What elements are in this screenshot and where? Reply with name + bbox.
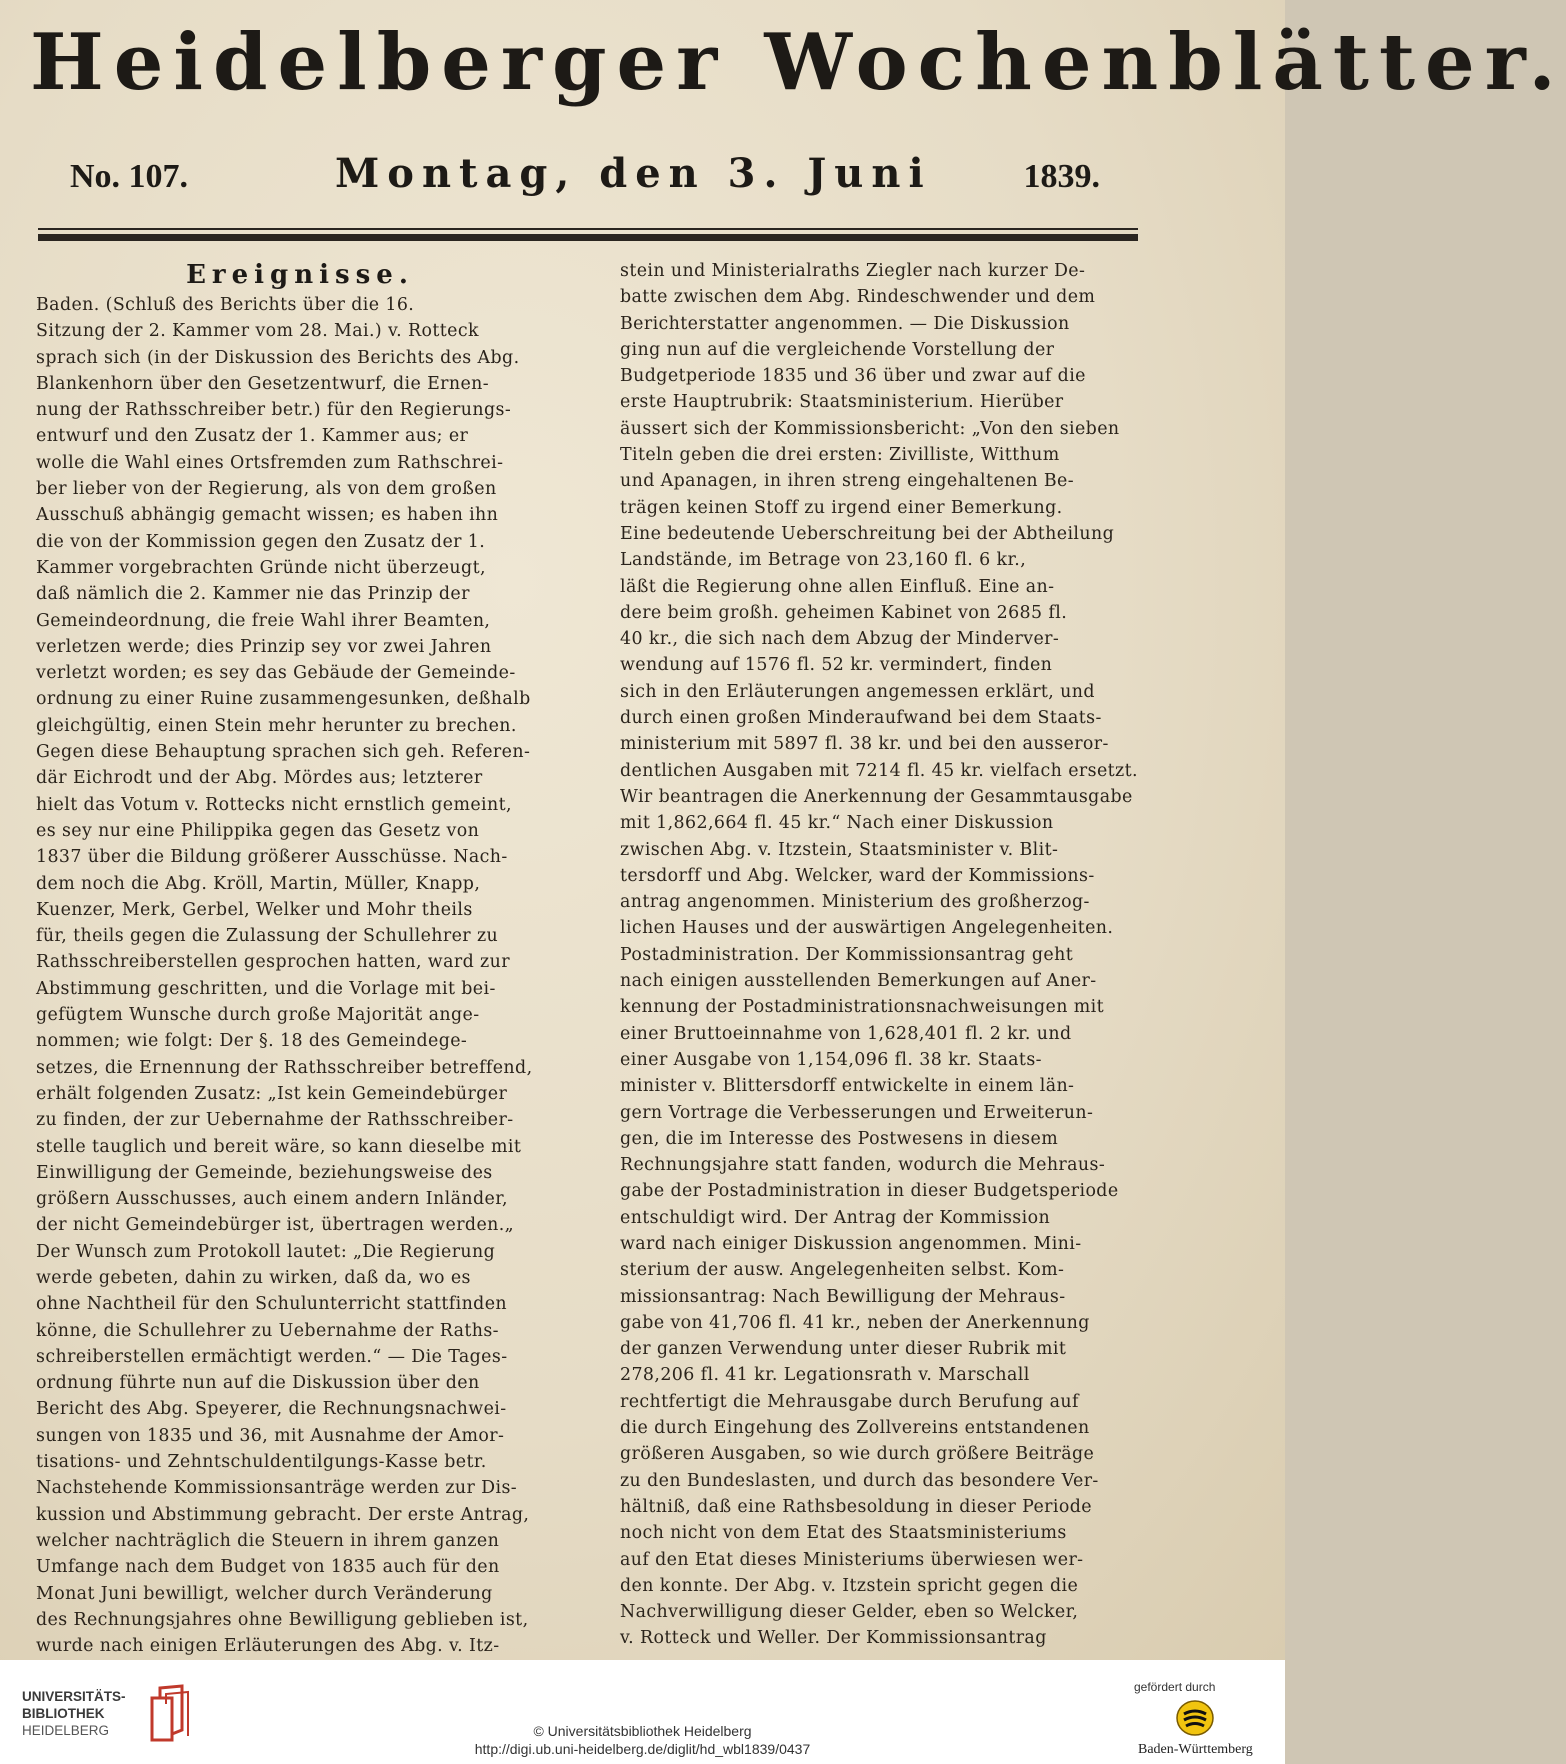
text-line: 40 kr., die sich nach dem Abzug der Minderver- xyxy=(620,629,1060,650)
text-line: dere beim großh. geheimen Kabinet von 2685 fl. xyxy=(620,602,1068,623)
text-line: Sitzung der 2. Kammer vom 28. Mai.) v. Rotteck xyxy=(36,321,479,342)
text-line: zu den Bundeslasten, und durch das besondere Ver- xyxy=(620,1470,1099,1491)
text-line: sprach sich (in der Diskussion des Berichts des Abg. xyxy=(36,347,520,368)
text-line: noch nicht von dem Etat des Staatsministeriums xyxy=(620,1523,1067,1544)
text-line: Wir beantragen die Anerkennung der Gesammtausgabe xyxy=(620,786,1133,807)
text-line: wurde nach einigen Erläuterungen des Abg. v. Itz- xyxy=(36,1636,500,1657)
text-line: Abstimmung geschritten, und die Vorlage mit bei- xyxy=(36,978,496,999)
section-heading: Ereignisse. xyxy=(186,260,414,290)
text-line: ministerium mit 5897 fl. 38 kr. und bei den ausseror- xyxy=(620,734,1109,755)
text-line: Blankenhorn über den Gesetzentwurf, die Ernen- xyxy=(36,373,490,394)
library-name-line2: BIBLIOTHEK xyxy=(22,1706,105,1721)
text-line: 1837 über die Bildung größerer Ausschüsse. Nach- xyxy=(36,847,508,868)
baden-wuerttemberg-coat-of-arms-icon xyxy=(1175,1698,1215,1738)
text-line: Landstände, im Betrage von 23,160 fl. 6 kr., xyxy=(620,550,1027,571)
text-line: Nachstehende Kommissionsanträge werden zur Dis- xyxy=(36,1478,518,1499)
text-line: und Apanagen, in ihren streng eingehaltenen Be- xyxy=(620,471,1074,492)
text-line: einer Bruttoeinnahme von 1,628,401 fl. 2 kr. und xyxy=(620,1023,1072,1044)
library-name-line3: HEIDELBERG xyxy=(22,1723,110,1738)
text-column-right xyxy=(620,258,1142,1649)
text-line: dem noch die Abg. Kröll, Martin, Müller, Knapp, xyxy=(36,873,481,894)
text-line: gefügtem Wunsche durch große Majorität ange- xyxy=(36,1005,480,1026)
text-line: Titeln geben die drei ersten: Zivilliste, Witthum xyxy=(620,445,1060,466)
text-line: es sey nur eine Philippika gegen das Gesetz von xyxy=(36,820,480,841)
text-line: Berichterstatter angenommen. — Die Diskussion xyxy=(620,313,1070,334)
text-line: wendung auf 1576 fl. 52 kr. vermindert, finden xyxy=(620,655,1053,676)
text-line: sich in den Erläuterungen angemessen erklärt, und xyxy=(620,681,1095,702)
text-line: den konnte. Der Abg. v. Itzstein spricht gegen die xyxy=(620,1575,1079,1596)
text-line: wolle die Wahl eines Ortsfremden zum Rathschrei- xyxy=(36,452,504,473)
text-line: nung der Rathsschreiber betr.) für den Regierungs- xyxy=(36,400,512,421)
text-line: stein und Ministerialraths Ziegler nach kurzer De- xyxy=(620,261,1086,281)
issue-date: Montag, den 3. Juni xyxy=(335,150,932,197)
text-line: Baden. (Schluß des Berichts über die 16. xyxy=(36,295,415,315)
text-line: Kuenzer, Merk, Gerbel, Welker und Mohr theils xyxy=(36,899,473,920)
text-line: minister v. Blittersdorff entwickelte in einem län- xyxy=(620,1076,1075,1097)
text-line: gen, die im Interesse des Postwesens in diesem xyxy=(620,1128,1059,1149)
text-line: ging nun auf die vergleichende Vorstellung der xyxy=(620,339,1055,360)
text-line: entwurf und den Zusatz der 1. Kammer aus; er xyxy=(36,426,469,447)
text-line: ward nach einiger Diskussion angenommen. Mini- xyxy=(620,1233,1082,1254)
text-line: ordnung führte nun auf die Diskussion über den xyxy=(36,1373,480,1394)
text-line: welcher nachträglich die Steuern in ihrem ganzen xyxy=(36,1530,500,1551)
text-line: verletzen werde; dies Prinzip sey vor zwei Jahren xyxy=(36,636,492,657)
text-line: nommen; wie folgt: Der §. 18 des Gemeindege- xyxy=(36,1031,468,1052)
text-line: ohne Nachtheil für den Schulunterricht stattfinden xyxy=(36,1294,508,1315)
text-line: lichen Hauses und der auswärtigen Angelegenheiten. xyxy=(620,918,1114,939)
text-line: tersdorff und Abg. Welcker, ward der Kommissions- xyxy=(620,865,1095,886)
issue-year: 1839. xyxy=(1023,158,1100,195)
text-line: Umfange nach dem Budget von 1835 auch für den xyxy=(36,1557,500,1578)
text-line: für, theils gegen die Zulassung der Schullehrer zu xyxy=(36,926,499,947)
text-line: Budgetperiode 1835 und 36 über und zwar auf die xyxy=(620,366,1086,387)
text-line: könne, die Schullehrer zu Uebernahme der Raths- xyxy=(36,1320,499,1341)
viewer-footer xyxy=(0,1660,1285,1764)
right-column-lines xyxy=(620,258,1142,1652)
text-line: Gegen diese Behauptung sprachen sich geh. Referen- xyxy=(36,742,531,763)
text-line: der ganzen Verwendung unter dieser Rubrik mit xyxy=(620,1339,1067,1360)
text-line: läßt die Regierung ohne allen Einfluß. Eine an- xyxy=(620,576,1055,597)
text-line: rechtfertigt die Mehrausgabe durch Berufung auf xyxy=(620,1391,1079,1412)
text-line: die von der Kommission gegen den Zusatz der 1. xyxy=(36,531,486,552)
text-line: Einwilligung der Gemeinde, beziehungsweise des xyxy=(36,1162,493,1183)
text-line: antrag angenommen. Ministerium des großherzog- xyxy=(620,892,1090,913)
text-line: zwischen Abg. v. Itzstein, Staatsminister v. Blit- xyxy=(620,839,1059,860)
text-line: Der Wunsch zum Protokoll lautet: „Die Regierung xyxy=(36,1241,496,1262)
text-line: die durch Eingehung des Zollvereins entstandenen xyxy=(620,1418,1090,1439)
text-line: Postadministration. Der Kommissionsantrag geht xyxy=(620,944,1074,965)
text-line: Rathsschreiberstellen gesprochen hatten, ward zur xyxy=(36,952,510,973)
sponsor-label: gefördert durch xyxy=(1134,1680,1216,1694)
text-line: där Eichrodt und der Abg. Mördes aus; letzterer xyxy=(36,768,483,789)
library-name-line1: UNIVERSITÄTS- xyxy=(22,1689,126,1704)
text-line: Nachverwilligung dieser Gelder, eben so Welcker, xyxy=(620,1602,1079,1623)
text-line: äussert sich der Kommissionsbericht: „Von den sieben xyxy=(620,418,1120,439)
copyright-text: © Universitätsbibliothek Heidelberg xyxy=(533,1723,752,1739)
text-line: gleichgültig, einen Stein mehr herunter zu brechen. xyxy=(36,715,517,736)
text-line: erhält folgenden Zusatz: „Ist kein Gemeindebürger xyxy=(36,1083,508,1104)
text-line: Kammer vorgebrachten Gründe nicht überzeugt, xyxy=(36,557,486,578)
header-rule-thin xyxy=(38,228,1138,230)
text-line: ber lieber von der Regierung, als von dem großen xyxy=(36,479,497,500)
text-line: tisations- und Zehntschuldentilgungs-Kasse betr. xyxy=(36,1452,487,1473)
text-line: hältniß, daß eine Rathsbesoldung in dieser Periode xyxy=(620,1496,1092,1517)
text-line: mit 1,862,664 fl. 45 kr.“ Nach einer Diskussion xyxy=(620,813,1054,834)
text-line: der nicht Gemeindebürger ist, übertragen werden.„ xyxy=(36,1215,515,1236)
text-line: verletzt worden; es sey das Gebäude der Gemeinde- xyxy=(36,663,516,684)
text-line: v. Rotteck und Weller. Der Kommissionsantrag xyxy=(620,1628,1047,1649)
issue-line xyxy=(70,150,1130,210)
text-line: batte zwischen dem Abg. Rindeschwender und dem xyxy=(620,287,1096,308)
text-line: ordnung zu einer Ruine zusammengesunken, deßhalb xyxy=(36,689,531,710)
text-line: Ausschuß abhängig gemacht wissen; es haben ihn xyxy=(36,505,499,526)
text-line: Monat Juni bewilligt, welcher durch Veränderung xyxy=(36,1583,493,1604)
permalink-url[interactable]: http://digi.ub.uni-heidelberg.de/diglit/hd_wbl1839/0437 xyxy=(474,1741,811,1757)
text-line: missionsantrag: Nach Bewilligung der Mehraus- xyxy=(620,1286,1066,1307)
text-line: schreiberstellen ermächtigt werden.“ — Die Tages- xyxy=(36,1346,508,1367)
text-line: erste Hauptrubrik: Staatsministerium. Hierüber xyxy=(620,392,1064,413)
text-line: des Rechnungsjahres ohne Bewilligung geblieben ist, xyxy=(36,1609,529,1630)
text-line: gabe der Postadministration in dieser Budgetsperiode xyxy=(620,1181,1119,1202)
text-line: durch einen großen Minderaufwand bei dem Staats- xyxy=(620,708,1102,729)
text-line: Bericht des Abg. Speyerer, die Rechnungsnachwei- xyxy=(36,1399,507,1420)
text-line: Rechnungsjahre statt fanden, wodurch die Mehraus- xyxy=(620,1155,1106,1176)
left-column-lines xyxy=(36,292,564,1659)
newspaper-masthead: Heidelberger Wochenblätter. xyxy=(30,17,1566,108)
text-line: entschuldigt wird. Der Antrag der Kommission xyxy=(620,1207,1051,1228)
text-line: nach einigen ausstellenden Bemerkungen auf Aner- xyxy=(620,971,1097,992)
text-line: gabe von 41,706 fl. 41 kr., neben der Anerkennung xyxy=(620,1312,1090,1333)
text-line: einer Ausgabe von 1,154,096 fl. 38 kr. Staats- xyxy=(620,1049,1042,1070)
text-line: Gemeindeordnung, die freie Wahl ihrer Beamten, xyxy=(36,610,491,631)
text-line: zu finden, der zur Uebernahme der Rathsschreiber- xyxy=(36,1110,514,1131)
text-line: sterium der ausw. Angelegenheiten selbst. Kom- xyxy=(620,1260,1065,1281)
text-line: 278,206 fl. 41 kr. Legationsrath v. Marschall xyxy=(620,1365,1030,1386)
header-rule-thick xyxy=(38,234,1138,241)
text-column-left xyxy=(36,258,564,1657)
text-line: auf den Etat dieses Ministeriums überwiesen wer- xyxy=(620,1549,1084,1570)
text-line: größern Ausschusses, auch einem andern Inländer, xyxy=(36,1189,508,1210)
text-line: dentlichen Ausgaben mit 7214 fl. 45 kr. vielfach ersetzt. xyxy=(620,760,1138,781)
text-line: hielt das Votum v. Rottecks nicht ernstlich gemeint, xyxy=(36,794,512,815)
text-line: daß nämlich die 2. Kammer nie das Prinzip der xyxy=(36,584,470,605)
text-line: stelle tauglich und bereit wäre, so kann dieselbe mit xyxy=(36,1136,522,1157)
text-line: größeren Ausgaben, so wie durch größere Beiträge xyxy=(620,1444,1095,1465)
sponsor-name: Baden-Württemberg xyxy=(1138,1742,1253,1757)
text-line: werde gebeten, dahin zu wirken, daß da, wo es xyxy=(36,1267,471,1288)
text-line: sungen von 1835 und 36, mit Ausnahme der Amor- xyxy=(36,1425,505,1446)
issue-number: No. 107. xyxy=(70,158,189,195)
text-line: setzes, die Ernennung der Rathsschreiber betreffend, xyxy=(36,1057,533,1078)
text-line: Eine bedeutende Ueberschreitung bei der Abtheilung xyxy=(620,523,1115,544)
copyright-notice xyxy=(0,1722,1285,1758)
text-line: trägen keinen Stoff zu irgend einer Bemerkung. xyxy=(620,497,1063,518)
text-line: kennung der Postadministrationsnachweisungen mit xyxy=(620,997,1104,1018)
text-line: kussion und Abstimmung gebracht. Der erste Antrag, xyxy=(36,1504,530,1525)
text-line: gern Vortrage die Verbesserungen und Erweiterun- xyxy=(620,1102,1094,1123)
